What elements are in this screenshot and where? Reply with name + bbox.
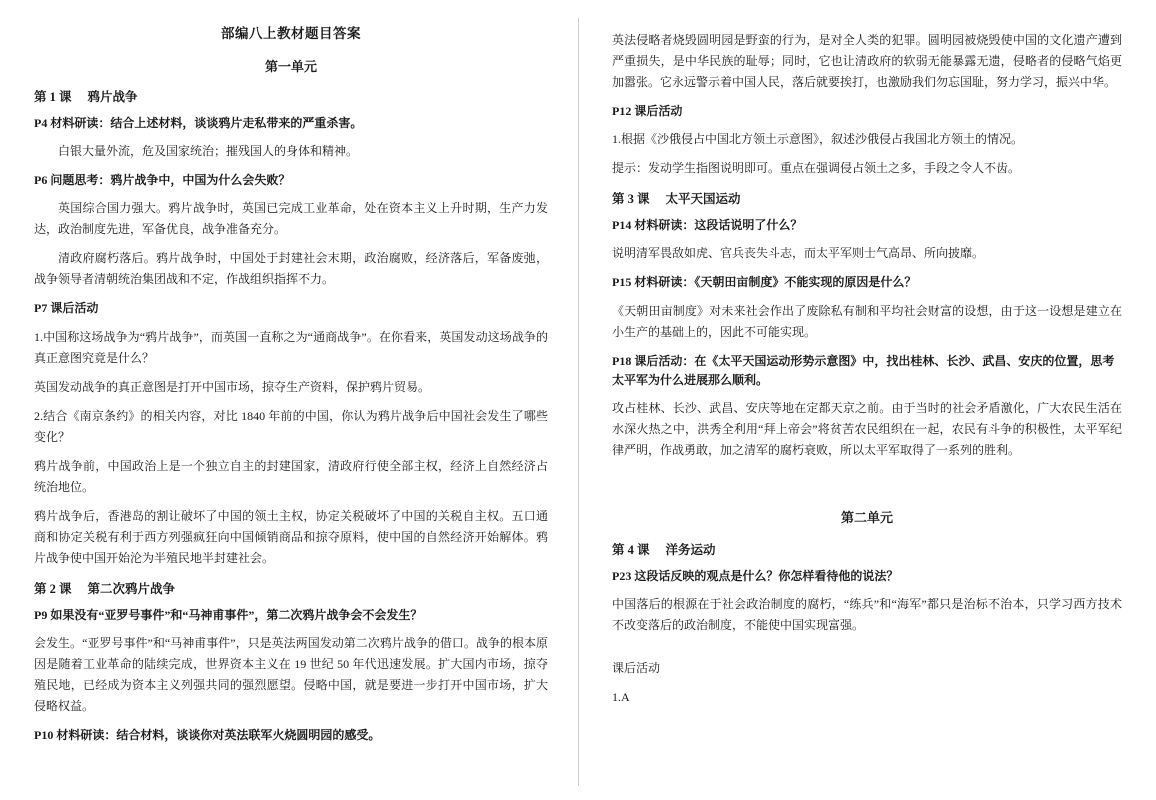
unit-heading-1: 第一单元 — [264, 59, 317, 74]
lesson-name: 第二次鸦片战争 — [87, 581, 176, 596]
lesson-number: 第 2 课 — [34, 581, 72, 596]
answer-text: 英国综合国力强大。鸦片战争时，英国已完成工业革命，处在资本主义上升时期，生产力发达，政治制度先进，军备优良，战争准备充分。 — [34, 201, 548, 237]
question-text: 2.结合《南京条约》的相关内容，对比 1840 年前的中国，你认为鸦片战争后中国社会发生了哪些变化？ — [34, 408, 548, 444]
answer-text: 鸦片战争前，中国政治上是一个独立自主的封建国家，清政府行使全部主权，经济上自然经济占统治地位。 — [34, 458, 548, 494]
answer-text: 1.A — [612, 690, 630, 705]
question-text: P6 问题思考：鸦片战争中，中国为什么会失败？ — [34, 173, 291, 188]
answer-text: 提示：发动学生指图说明即可。重点在强调侵占领土之多，手段之令人不齿。 — [612, 161, 1021, 176]
answer-text: 英国发动战争的真正意图是打开中国市场，掠夺生产资料，保护鸦片贸易。 — [34, 379, 431, 394]
answer-text: 攻占桂林、长沙、武昌、安庆等地在定都天京之前。由于当时的社会矛盾激化，广大农民生活在水深火热之中，洪秀全利用“拜上帝会”将贫苦农民组织在一起，农民有斗争的积极性，太平军纪律严明，作战勇敢，加之清军的腐朽衰败，所以太平军取得了一系列的胜利。 — [612, 400, 1122, 457]
lesson-heading-4 — [612, 540, 1122, 558]
question-text: P18 课后活动：在《太平天国运动形势示意图》中，找出桂林、长沙、武昌、安庆的位置，思考太平军为什么进展那么顺利。 — [612, 353, 1115, 387]
question-text: P4 材料研读：结合上述材料，谈谈鸦片走私带来的严重杀害。 — [34, 116, 363, 130]
lesson-number: 第 1 课 — [34, 90, 72, 104]
lesson-name: 太平天国运动 — [665, 192, 741, 207]
right-column — [578, 22, 1122, 784]
lesson-name: 鸦片战争 — [87, 90, 138, 104]
answer-text: 清政府腐朽落后。鸦片战争时，中国处于封建社会末期，政治腐败，经济落后，军备废弛，战争领导者清朝统治集团战和不定，作战组织指挥不力。 — [34, 251, 548, 287]
unit-heading-2: 第二单元 — [840, 509, 893, 525]
answer-text: 会发生。“亚罗号事件”和“马神甫事件”，只是英法两国发动第二次鸦片战争的借口。战争的根本原因是随着工业革命的陆续完成，世界资本主义在 19 世纪 50 年代迅速发展。扩大国内市场，掠夺殖民地，已经成为资本主义列强共同的强烈愿望。侵略中国，就是要进一步打开中国市场，扩大侵略权益。 — [34, 635, 548, 713]
question-text: P14 材料研读：这段话说明了什么？ — [612, 218, 803, 233]
answer-text: 白银大量外流，危及国家统治；摧残国人的身体和精神。 — [58, 144, 359, 159]
lesson-number: 第 4 课 — [612, 542, 650, 557]
question-text: P9 如果没有“亚罗号事件”和“马神甫事件”，第二次鸦片战争会不会发生？ — [34, 607, 423, 622]
answer-text: 英法侵略者烧毁圆明园是野蛮的行为，是对全人类的犯罪。圆明园被烧毁使中国的文化遗产遭到严重损失，是中华民族的耻辱；同时，它也让清政府的软弱无能暴露无遗，侵略者的侵略气焰更加嚣张。它永远警示着中国人民，落后就要挨打，也激励我们勿忘国耻，努力学习，振兴中华。 — [612, 33, 1122, 89]
answer-text: 中国落后的根源在于社会政治制度的腐朽，“练兵”和“海军”都只是治标不治本，只学习西方技术不改变落后的政治制度，不能使中国实现富强。 — [612, 597, 1122, 633]
lesson-heading-3 — [612, 189, 1122, 207]
left-column — [34, 22, 578, 784]
section-label: 课后活动 — [612, 661, 661, 676]
lesson-heading-1 — [34, 87, 548, 105]
lesson-heading-2 — [34, 579, 548, 597]
lesson-number: 第 3 课 — [612, 192, 650, 207]
answer-text: 鸦片战争后，香港岛的割让破坏了中国的领土主权，协定关税破坏了中国的关税自主权。五口通商和协定关税有利于西方列强疯狂向中国倾销商品和掠夺原料，使中国的自然经济开始解体。鸦片战争使中国开始沦为半殖民地半封建社会。 — [34, 508, 548, 565]
question-text: P23 这段话反映的观点是什么？你怎样看待他的说法？ — [612, 568, 899, 583]
page-title: 部编八上教材题目答案 — [221, 26, 361, 41]
question-text: 1.根据《沙俄侵占中国北方领土示意图》，叙述沙俄侵占我国北方领土的情况。 — [612, 132, 1024, 147]
question-text: P10 材料研读：结合材料，谈谈你对英法联军火烧圆明园的感受。 — [34, 727, 381, 742]
answer-text: 说明清军畏敌如虎、官兵丧失斗志，而太平军则士气高昂、所向披靡。 — [612, 246, 985, 261]
question-text: P12 课后活动 — [612, 104, 683, 118]
column-divider — [578, 18, 579, 786]
question-text: 1.中国称这场战争为“鸦片战争”，而英国一直称之为“通商战争”。在你看来，英国发动这场战争的真正意图究竟是什么？ — [34, 329, 548, 365]
question-text: P7 课后活动 — [34, 301, 99, 316]
answer-text: 《天朝田亩制度》对未来社会作出了废除私有制和平均社会财富的设想，由于这一设想是建立在小生产的基础上的，因此不可能实现。 — [612, 303, 1122, 339]
lesson-name: 洋务运动 — [665, 542, 716, 557]
question-text: P15 材料研读：《天朝田亩制度》不能实现的原因是什么？ — [612, 275, 917, 290]
